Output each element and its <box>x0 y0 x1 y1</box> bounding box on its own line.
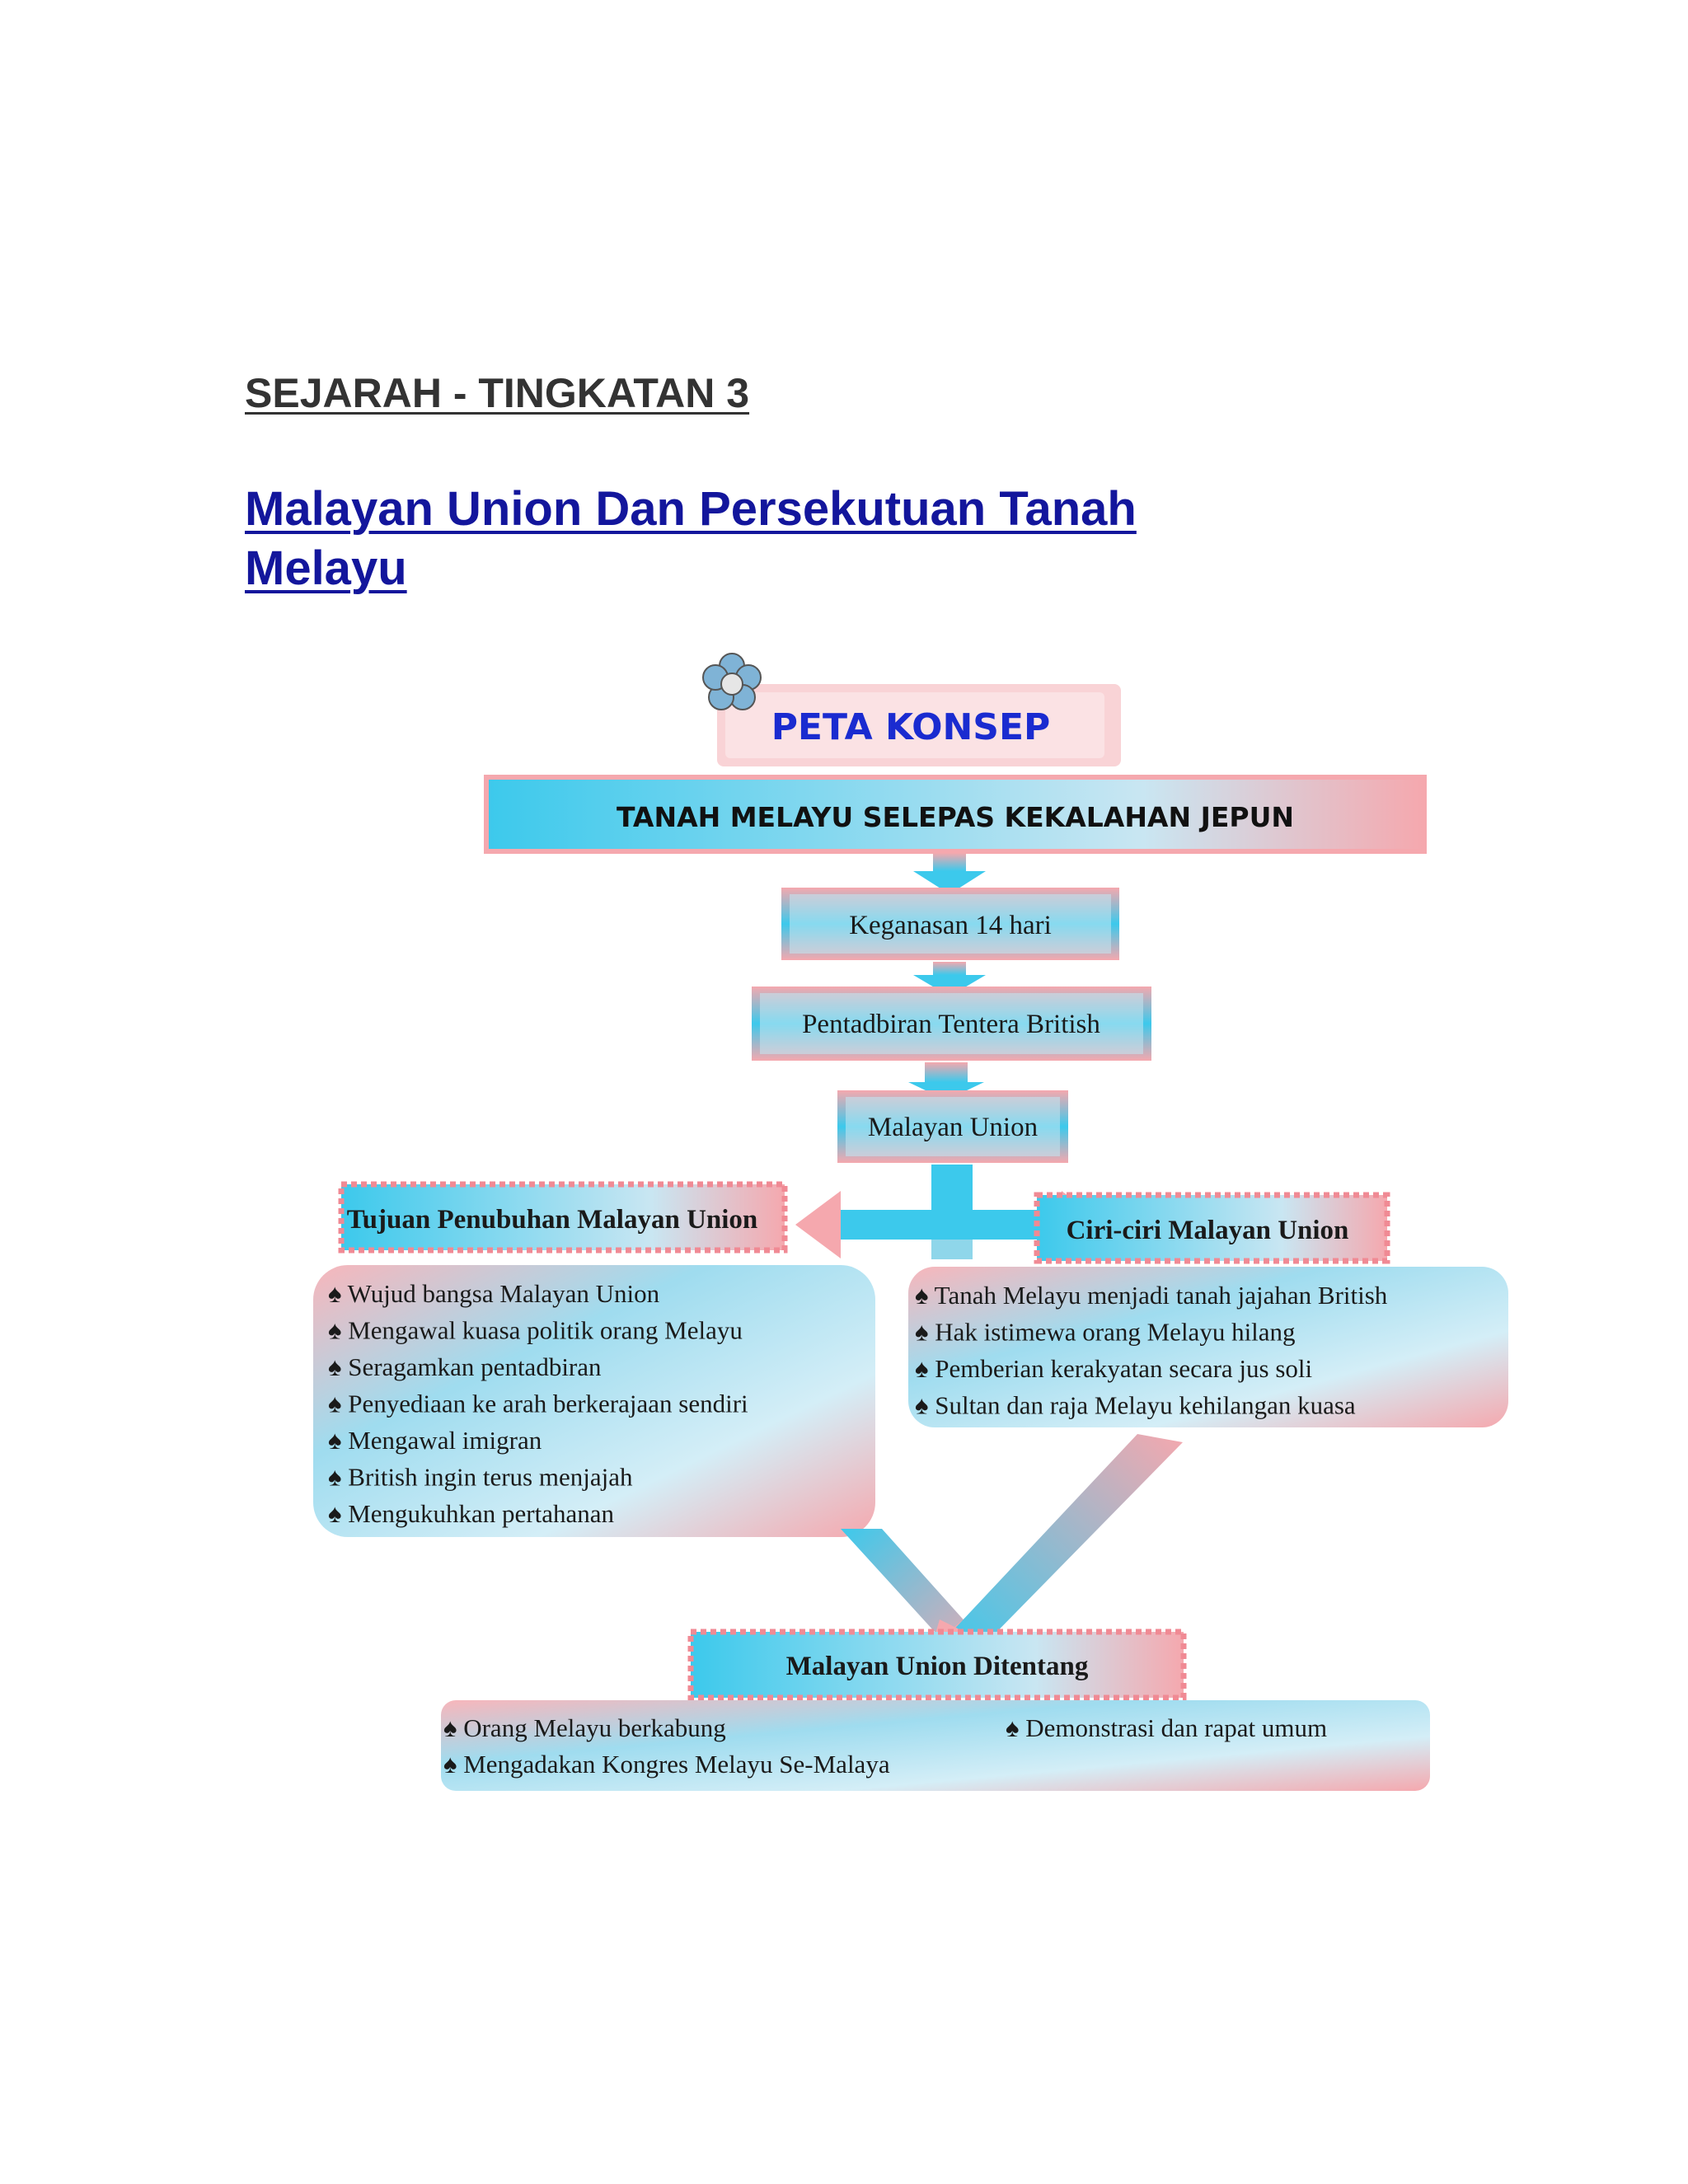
bullet-icon: ♠ <box>915 1390 935 1420</box>
bottom-box-list <box>441 1700 1430 1791</box>
top-box <box>486 777 1424 851</box>
bullet-icon: ♠ <box>443 1750 464 1779</box>
page-title-line-1: Malayan Union Dan Persekutuan Tanah <box>245 482 1137 536</box>
bullet-icon: ♠ <box>915 1354 935 1383</box>
left-branch-list <box>313 1265 875 1537</box>
step-keganasan <box>781 888 1119 960</box>
peta-konsep-heading <box>703 654 1121 766</box>
bottom-box-title-label: Malayan Union Ditentang <box>785 1652 1089 1681</box>
top-box-label: TANAH MELAYU SELEPAS KEKALAHAN JEPUN <box>616 801 1295 833</box>
left-branch-title <box>341 1184 785 1250</box>
step-pentadbiran-label: Pentadbiran Tentera British <box>802 1010 1100 1039</box>
right-branch-item: ♠ Tanah Melayu menjadi tanah jajahan British <box>915 1281 1388 1310</box>
concept-map <box>313 647 1517 1801</box>
bullet-icon: ♠ <box>915 1281 935 1310</box>
right-branch-title <box>1037 1195 1387 1261</box>
step-pentadbiran <box>752 987 1151 1061</box>
bullet-icon: ♠ <box>328 1426 349 1455</box>
flower-icon <box>703 654 761 710</box>
left-branch-item: ♠ Seragamkan pentadbiran <box>328 1352 602 1381</box>
bullet-icon: ♠ <box>328 1499 349 1528</box>
page-title <box>245 480 1316 598</box>
right-branch-item: ♠ Pemberian kerakyatan secara jus soli <box>915 1354 1313 1383</box>
peta-konsep-label: PETA KONSEP <box>771 706 1051 748</box>
left-branch-item: ♠ Mengukuhkan pertahanan <box>328 1499 615 1528</box>
bottom-box-item: ♠ Orang Melayu berkabung <box>443 1713 726 1742</box>
bottom-box-item: ♠ Mengadakan Kongres Melayu Se-Malaya <box>443 1750 890 1779</box>
left-branch-item: ♠ Penyediaan ke arah berkerajaan sendiri <box>328 1389 748 1418</box>
left-branch-item: ♠ Mengawal imigran <box>328 1426 542 1455</box>
bullet-icon: ♠ <box>328 1279 348 1308</box>
left-branch-title-label: Tujuan Penubuhan Malayan Union <box>346 1205 758 1235</box>
right-branch-list <box>908 1267 1508 1427</box>
subject-heading: SEJARAH - TINGKATAN 3 <box>245 370 750 416</box>
bullet-icon: ♠ <box>328 1352 349 1381</box>
bullet-icon: ♠ <box>328 1315 349 1345</box>
left-branch-item: ♠ British ingin terus menjajah <box>328 1462 633 1492</box>
right-branch-item: ♠ Sultan dan raja Melayu kehilangan kuasa <box>915 1390 1356 1420</box>
page-title-line-2: Melayu <box>245 541 407 595</box>
right-branch-title-label: Ciri-ciri Malayan Union <box>1066 1216 1349 1245</box>
bullet-icon: ♠ <box>443 1713 464 1742</box>
step-keganasan-label: Keganasan 14 hari <box>849 911 1052 940</box>
right-branch-item: ♠ Hak istimewa orang Melayu hilang <box>915 1317 1296 1347</box>
bullet-icon: ♠ <box>328 1389 349 1418</box>
left-branch-item: ♠ Wujud bangsa Malayan Union <box>328 1279 660 1308</box>
bottom-box-item: ♠ Demonstrasi dan rapat umum <box>1006 1713 1328 1742</box>
step-malayan-union-label: Malayan Union <box>867 1113 1039 1142</box>
left-branch-item: ♠ Mengawal kuasa politik orang Melayu <box>328 1315 743 1345</box>
bullet-icon: ♠ <box>1006 1713 1026 1742</box>
bullet-icon: ♠ <box>328 1462 349 1492</box>
step-malayan-union <box>837 1090 1068 1163</box>
bullet-icon: ♠ <box>915 1317 935 1347</box>
bottom-box-title <box>691 1632 1184 1698</box>
